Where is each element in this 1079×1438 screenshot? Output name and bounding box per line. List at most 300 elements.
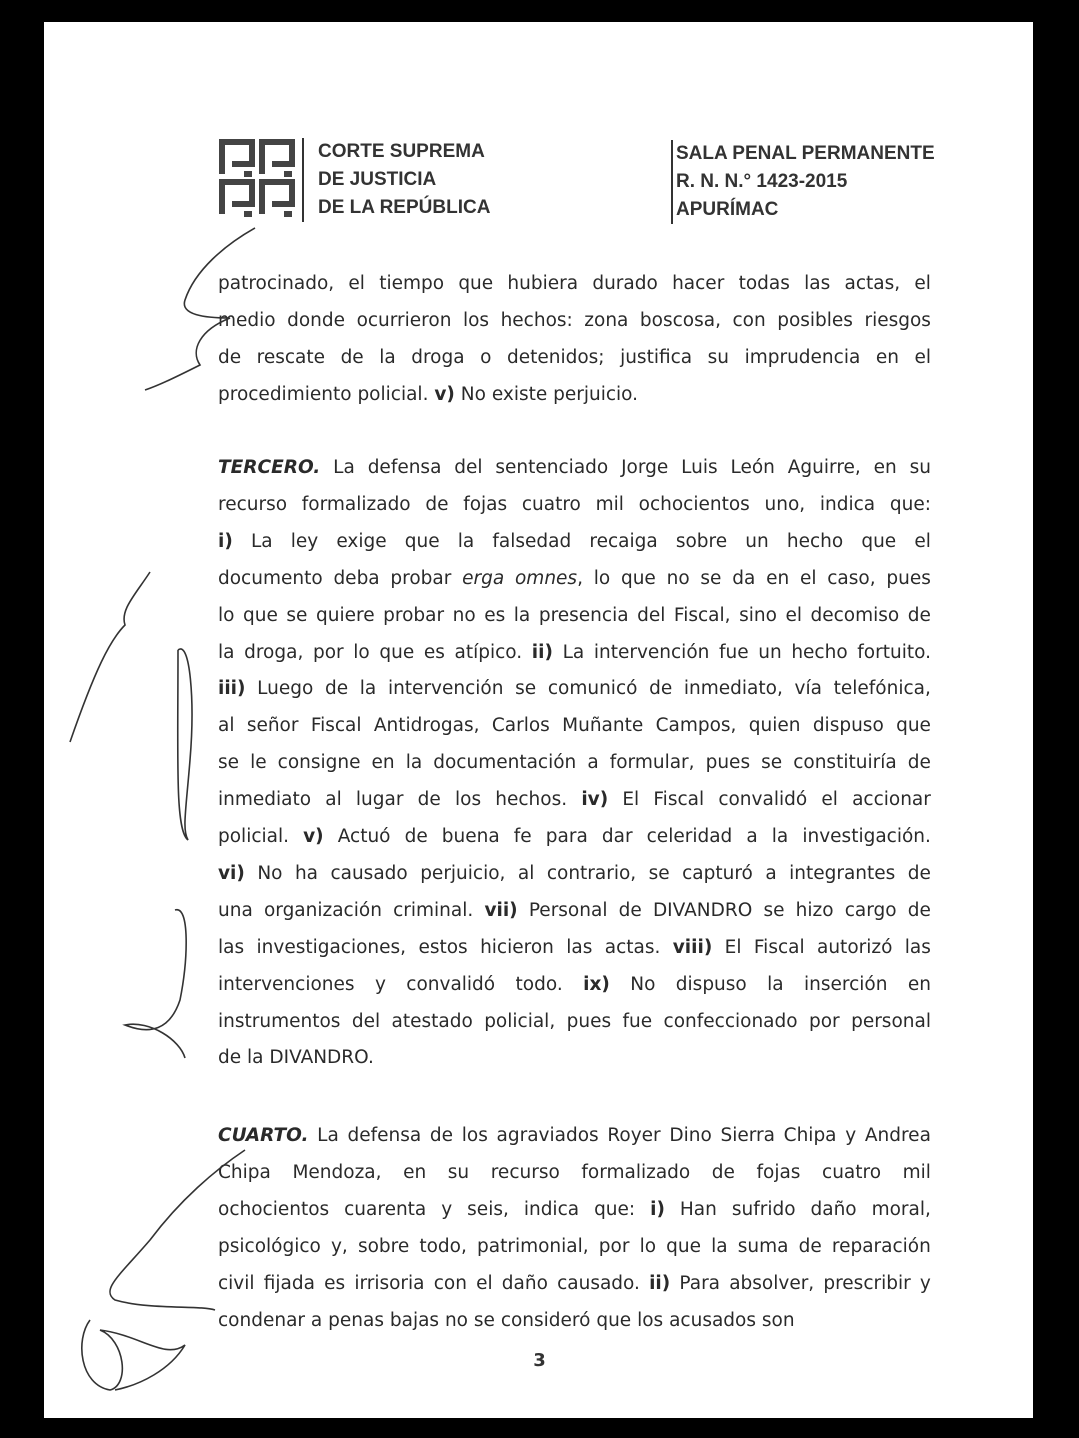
word: v) — [434, 383, 455, 405]
word: de — [907, 862, 931, 884]
word: León — [730, 457, 775, 478]
word: Personal — [528, 899, 608, 921]
word: de — [907, 899, 931, 921]
word: a — [746, 826, 758, 847]
word: organización — [263, 899, 382, 921]
word: es — [324, 1272, 346, 1294]
word: la — [359, 678, 377, 700]
text-line — [218, 530, 931, 554]
word: inserción — [804, 973, 888, 995]
word: Luis — [681, 457, 718, 478]
word: en — [907, 973, 931, 995]
text-line — [218, 1272, 931, 1296]
word: v) — [303, 826, 324, 847]
word: autorizó — [817, 936, 893, 958]
word: de — [218, 1047, 242, 1069]
word: Carlos — [491, 715, 550, 737]
court-line: CORTE SUPREMA — [318, 141, 485, 162]
text-line — [218, 1010, 931, 1034]
word: caso, — [827, 567, 876, 589]
word: Fiscal — [753, 936, 805, 958]
word: lo — [639, 1235, 657, 1257]
word: civil — [218, 1272, 255, 1294]
word: lugar — [355, 789, 404, 811]
word: de — [417, 789, 441, 811]
word: patrimonial, — [477, 1235, 589, 1257]
word: dispuso — [812, 715, 884, 737]
word: ix) — [583, 973, 610, 995]
word: una — [218, 899, 253, 921]
word: sino — [739, 604, 777, 626]
word: se — [515, 678, 537, 700]
word: i) — [218, 530, 233, 552]
word: justifica — [620, 346, 693, 368]
word: presencia — [538, 604, 629, 626]
word: de — [218, 346, 242, 368]
word: causado. — [557, 1272, 640, 1294]
word: fortuito. — [857, 641, 931, 663]
word: Aguirre, — [787, 457, 861, 478]
word: de — [340, 346, 364, 368]
word: un — [758, 641, 782, 663]
word: TERCERO. — [218, 457, 321, 478]
word: probar — [390, 567, 452, 589]
word: iv) — [581, 789, 609, 811]
word: dar — [601, 826, 633, 847]
word: ochocientos — [218, 1198, 330, 1220]
word: Chipa — [783, 1125, 837, 1146]
text-line — [218, 899, 931, 923]
word: buena — [441, 826, 500, 847]
word: viii) — [672, 936, 713, 958]
word: pues — [886, 567, 931, 589]
word: todo, — [419, 1235, 467, 1257]
word: del — [351, 1010, 381, 1032]
word: boscosa, — [639, 309, 721, 331]
word: es — [484, 604, 506, 626]
word: el — [914, 346, 931, 368]
word: hicieron — [480, 936, 554, 958]
word: hacer — [672, 273, 725, 294]
word: su — [447, 1161, 470, 1183]
word: capturó — [682, 862, 753, 884]
word: instrumentos — [218, 1010, 341, 1032]
word: rescate — [256, 346, 326, 368]
word: cuarenta — [344, 1198, 427, 1220]
word: comunicó — [547, 678, 638, 700]
word: en — [371, 752, 395, 774]
word: lo — [218, 604, 235, 626]
word: la — [405, 752, 423, 774]
word: durado — [592, 273, 658, 294]
word: detenidos; — [506, 346, 605, 368]
word: de — [404, 826, 428, 847]
word: No — [630, 973, 656, 995]
word: procedimiento — [218, 383, 352, 405]
word: a — [310, 1309, 323, 1331]
word: vii) — [484, 899, 518, 921]
word: ochocientos — [638, 493, 750, 515]
word: todo. — [515, 973, 563, 995]
word: El — [724, 936, 742, 958]
word: la — [771, 826, 789, 847]
judiciary-logo-icon — [218, 138, 296, 218]
word: daño — [810, 1198, 857, 1220]
word: el — [476, 1272, 493, 1294]
word: por — [312, 641, 344, 663]
text-line — [218, 493, 931, 517]
word: moral, — [871, 1198, 931, 1220]
word: el — [799, 567, 817, 589]
word: celeridad — [646, 826, 733, 847]
word: intervenciones — [218, 973, 355, 995]
word: pues — [566, 1010, 612, 1032]
word: las — [804, 273, 831, 294]
word: su — [909, 457, 931, 478]
word: donde — [287, 309, 346, 331]
word: policial. — [357, 383, 429, 405]
word: con — [732, 309, 766, 331]
text-line — [218, 1046, 931, 1070]
word: estos — [418, 936, 468, 958]
word: Royer — [607, 1125, 661, 1146]
word: los — [637, 1309, 664, 1331]
word: daño — [501, 1272, 548, 1294]
word: psicológico — [218, 1235, 321, 1257]
word: contrario, — [546, 862, 637, 884]
word: personal — [851, 1010, 931, 1032]
word: acusados — [669, 1309, 757, 1331]
text-line — [218, 973, 931, 997]
word: la — [457, 530, 475, 552]
word: hubiera — [507, 273, 579, 294]
word: DIVANDRO — [652, 899, 753, 921]
word: dispuso — [675, 973, 747, 995]
word: accionar — [852, 789, 931, 811]
word: hechos: — [500, 309, 573, 331]
word: todas — [738, 273, 790, 294]
word: Para — [679, 1272, 721, 1294]
text-line — [218, 272, 931, 296]
word: para — [545, 826, 588, 847]
word: la — [247, 1047, 264, 1069]
word: formular, — [609, 752, 695, 774]
jurisdiction: APURÍMAC — [676, 199, 779, 220]
word: hecho — [786, 530, 844, 552]
word: indica — [819, 493, 876, 515]
word: tiempo — [379, 273, 445, 294]
word: falsedad — [492, 530, 572, 552]
word: el — [348, 273, 365, 294]
word: seis, — [467, 1198, 509, 1220]
word: convalidó — [406, 973, 496, 995]
word: sufrido — [731, 1198, 796, 1220]
word: fue — [719, 641, 749, 663]
word: da — [732, 567, 756, 589]
text-line — [218, 862, 931, 886]
word: No — [257, 862, 283, 884]
word: medio — [218, 309, 276, 331]
text-line — [218, 825, 931, 849]
word: perjuicio. — [553, 383, 639, 405]
word: el — [914, 273, 931, 294]
word: vía — [794, 678, 822, 700]
word: la — [513, 604, 531, 626]
word: al — [218, 715, 235, 737]
word: erga — [462, 567, 505, 589]
word: integrantes — [789, 862, 896, 884]
word: que — [861, 530, 897, 552]
word: pues — [705, 752, 751, 774]
word: fijada — [263, 1272, 315, 1294]
word: inmediato, — [683, 678, 783, 700]
text-line — [218, 1198, 931, 1222]
text-line — [218, 714, 931, 738]
word: hechos. — [495, 789, 568, 811]
word: atestado — [391, 1010, 473, 1032]
word: por — [809, 1010, 840, 1032]
word: Mendoza, — [292, 1161, 382, 1183]
word: reparación — [831, 1235, 931, 1257]
word: ocurrieron — [356, 309, 452, 331]
word: a — [765, 862, 777, 884]
word: cargo — [844, 899, 897, 921]
text-line — [218, 1161, 931, 1185]
word: causado — [330, 862, 408, 884]
word: consideró — [500, 1309, 591, 1331]
word: Chipa — [218, 1161, 271, 1183]
word: señor — [246, 715, 299, 737]
word: su — [707, 346, 730, 368]
word: de — [711, 1161, 735, 1183]
word: hecho — [791, 641, 848, 663]
word: Fiscal — [310, 715, 362, 737]
word: un — [745, 530, 769, 552]
word: de — [649, 678, 673, 700]
word: la — [711, 1235, 728, 1257]
text-line — [218, 346, 931, 370]
word: zona — [584, 309, 629, 331]
word: del — [454, 457, 483, 478]
word: la — [379, 346, 396, 368]
word: droga — [411, 346, 465, 368]
word: la — [767, 973, 784, 995]
word: Andrea — [864, 1125, 931, 1146]
word: la — [218, 641, 235, 663]
word: Antidrogas, — [373, 715, 480, 737]
word: y — [845, 1125, 857, 1146]
word: iii) — [218, 678, 246, 700]
word: ha — [294, 862, 318, 884]
word: de — [798, 1235, 822, 1257]
word: mil — [902, 1161, 931, 1183]
word: en — [766, 567, 790, 589]
word: se — [648, 862, 670, 884]
word: atípico. — [454, 641, 523, 663]
word: que — [404, 530, 440, 552]
text-line — [218, 567, 931, 591]
case-number: R. N. N.° 1423-2015 — [676, 171, 848, 192]
word: las — [904, 936, 931, 958]
word: y, — [330, 1235, 348, 1257]
word: criminal. — [393, 899, 474, 921]
word: fue — [622, 1010, 653, 1032]
word: recaiga — [589, 530, 658, 552]
word: omnes, — [514, 567, 583, 589]
word: no — [444, 1309, 468, 1331]
word: del — [637, 604, 666, 626]
page-number: 3 — [533, 1350, 546, 1371]
text-line — [218, 677, 931, 701]
word: de — [618, 899, 642, 921]
word: ii) — [649, 1272, 671, 1294]
word: agraviados — [496, 1125, 599, 1146]
word: se — [700, 567, 722, 589]
word: de — [425, 493, 449, 515]
word: actas, — [844, 273, 901, 294]
word: sobre — [357, 1235, 410, 1257]
word: patrocinado, — [218, 273, 335, 294]
court-line: DE LA REPÚBLICA — [318, 197, 491, 218]
word: ii) — [531, 641, 553, 663]
word: inmediato — [218, 789, 312, 811]
word: policial, — [484, 1010, 556, 1032]
text-line — [218, 1235, 931, 1259]
word: a — [587, 752, 599, 774]
word: sobre — [675, 530, 728, 552]
word: Actuó — [337, 826, 391, 847]
case-info — [671, 140, 935, 224]
word: fojas — [756, 1161, 801, 1183]
word: se — [473, 1309, 495, 1331]
word: en — [873, 457, 897, 478]
word: con — [433, 1272, 467, 1294]
word: riesgos — [864, 309, 931, 331]
word: decomiso — [810, 604, 900, 626]
word: perjuicio, — [420, 862, 506, 884]
word: La — [317, 1125, 339, 1146]
word: DIVANDRO. — [269, 1047, 374, 1069]
word: que: — [889, 493, 931, 515]
word: por — [598, 1235, 630, 1257]
word: droga, — [244, 641, 304, 663]
word: cuatro — [521, 493, 581, 515]
word: no — [452, 604, 476, 626]
word: vi) — [218, 862, 245, 884]
word: Han — [679, 1198, 717, 1220]
word: lo — [353, 641, 370, 663]
word: que — [896, 715, 931, 737]
word: defensa — [347, 1125, 422, 1146]
word: el — [785, 604, 802, 626]
word: o — [480, 346, 492, 368]
word: consigne — [277, 752, 361, 774]
word: posibles — [777, 309, 853, 331]
word: condenar — [218, 1309, 306, 1331]
word: investigación. — [802, 826, 931, 847]
word: al — [517, 862, 535, 884]
word: Fiscal, — [673, 604, 731, 626]
word: formalizado — [301, 493, 411, 515]
word: es — [423, 641, 445, 663]
word: los — [454, 789, 482, 811]
text-line — [218, 1124, 931, 1148]
word: se — [286, 604, 308, 626]
word: de — [907, 752, 931, 774]
word: y — [374, 973, 386, 995]
word: quiere — [316, 604, 375, 626]
text-line — [218, 788, 931, 812]
word: existe — [491, 383, 548, 405]
word: documentación — [433, 752, 577, 774]
word: el — [821, 789, 838, 811]
word: que — [620, 567, 656, 589]
word: deba — [333, 567, 380, 589]
word: en — [403, 1161, 427, 1183]
word: recurso — [218, 493, 288, 515]
word: las — [566, 936, 593, 958]
word: mil — [595, 493, 624, 515]
word: defensa — [367, 457, 442, 478]
text-line — [218, 1309, 931, 1333]
word: son — [761, 1309, 795, 1331]
word: fojas — [463, 493, 508, 515]
word: lo — [593, 567, 611, 589]
word: fe — [513, 826, 532, 847]
text-line — [218, 383, 931, 407]
word: se — [761, 752, 783, 774]
word: los — [462, 309, 490, 331]
word: constituiría — [793, 752, 897, 774]
word: El — [622, 789, 640, 811]
word: quien — [748, 715, 801, 737]
word: convalidó — [718, 789, 808, 811]
word: que — [243, 604, 278, 626]
court-line: DE JUSTICIA — [318, 169, 437, 190]
word: penas — [328, 1309, 384, 1331]
text-line — [218, 604, 931, 628]
word: de — [429, 1125, 454, 1146]
chamber-name: SALA PENAL PERMANENTE — [676, 143, 935, 164]
word: La — [333, 457, 355, 478]
word: sentenciado — [495, 457, 609, 478]
text-line — [218, 751, 931, 775]
word: formalizado — [581, 1161, 691, 1183]
word: que — [666, 1235, 702, 1257]
word: se — [218, 752, 240, 774]
word: cuatro — [822, 1161, 882, 1183]
word: que — [458, 273, 494, 294]
word: suma — [737, 1235, 789, 1257]
word: que — [379, 641, 415, 663]
word: le — [250, 752, 267, 774]
word: que: — [594, 1198, 636, 1220]
word: Campos, — [655, 715, 737, 737]
word: y — [919, 1272, 931, 1294]
court-name — [302, 138, 490, 222]
word: que — [596, 1309, 632, 1331]
word: Dino — [669, 1125, 712, 1146]
word: indica — [523, 1198, 580, 1220]
word: probar — [383, 604, 445, 626]
word: prescribir — [823, 1272, 911, 1294]
text-line — [218, 309, 931, 333]
word: Fiscal — [653, 789, 705, 811]
word: y — [441, 1198, 453, 1220]
text-line — [218, 641, 931, 665]
word: Sierra — [720, 1125, 775, 1146]
text-line — [218, 456, 931, 480]
